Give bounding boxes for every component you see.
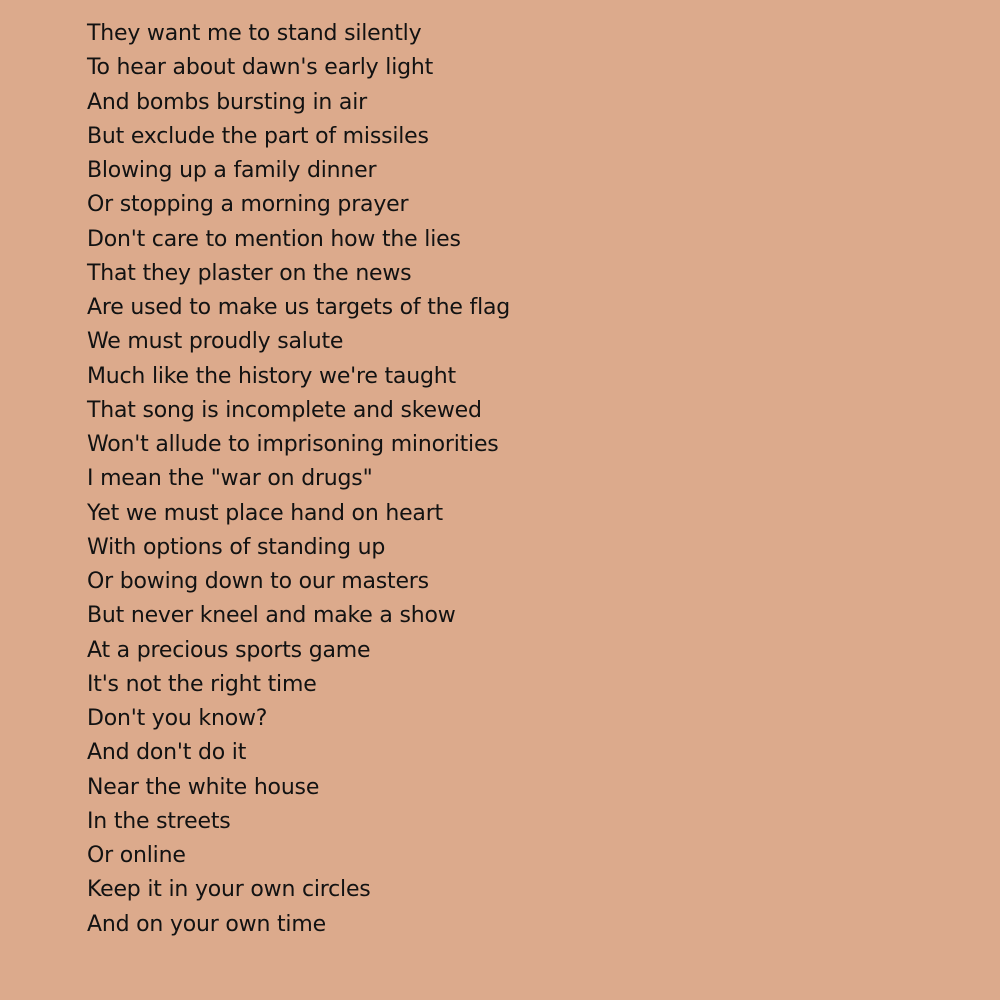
poem-line: In the streets — [87, 808, 231, 834]
poem-line: Yet we must place hand on heart — [87, 500, 443, 526]
poem-line: And on your own time — [87, 911, 326, 937]
poem-line: That they plaster on the news — [87, 260, 412, 286]
poem-line: Don't care to mention how the lies — [87, 226, 461, 252]
poem-line: And don't do it — [87, 740, 247, 766]
poem-line: Won't allude to imprisoning minorities — [87, 432, 499, 457]
poem-line: And bombs bursting in air — [87, 89, 367, 115]
poem-line: We must proudly salute — [87, 329, 344, 355]
poem-line: At a precious sports game — [87, 637, 371, 663]
poem-line: Keep it in your own circles — [87, 877, 371, 903]
poem-line: Blowing up a family dinner — [87, 158, 377, 183]
poem-line: I mean the "war on drugs" — [87, 466, 373, 492]
poem-line: Or bowing down to our masters — [87, 569, 429, 594]
poem-text — [87, 17, 967, 942]
poem-line: But never kneel and make a show — [87, 603, 456, 629]
poem-line: It's not the right time — [87, 671, 317, 697]
poem-line: Much like the history we're taught — [87, 363, 456, 389]
poem-line: That song is incomplete and skewed — [87, 397, 482, 423]
poem-line: Or online — [87, 843, 186, 868]
poem-line: But exclude the part of missiles — [87, 123, 429, 149]
poem-line: Are used to make us targets of the flag — [87, 295, 511, 320]
poem-line: They want me to stand silently — [87, 21, 422, 46]
poem-line: Near the white house — [87, 774, 320, 800]
poem-line: To hear about dawn's early light — [87, 55, 434, 81]
poem-line: With options of standing up — [87, 534, 386, 560]
poem-line: Don't you know? — [87, 706, 268, 731]
poem-line: Or stopping a morning prayer — [87, 192, 409, 218]
